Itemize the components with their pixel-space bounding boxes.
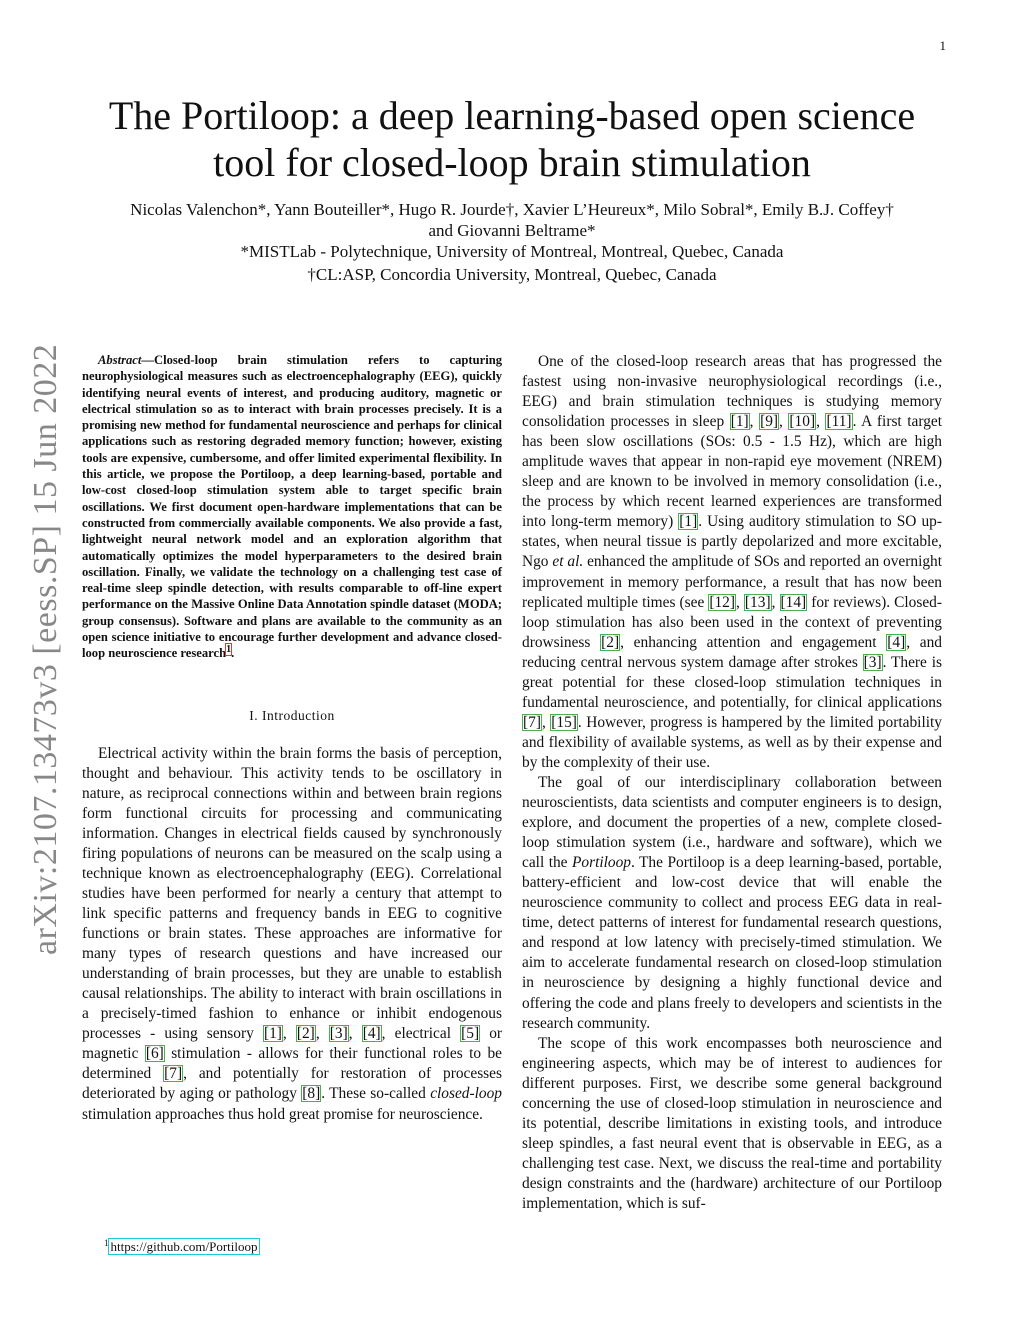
affiliation-claspe: †CL:ASP, Concordia University, Montreal, Quebec, Canada	[307, 265, 717, 284]
citation-link[interactable]: [14]	[780, 593, 807, 611]
abstract-label: Abstract	[98, 353, 142, 367]
authors-line-1: Nicolas Valenchon*, Yann Bouteiller*, Hugo R. Jourde†, Xavier L’Heureux*, Milo Sobral*, Emily B.J. Coffey†	[130, 200, 894, 219]
body-paragraph-1: One of the closed-loop research areas that has progressed the fastest using non-invasive neurophysiological recordings (i.e., EEG) and brain stimulation techniques is studying memory consolidation processes in sleep [1], [9], [10], [11]. A first target has been slow oscillations (SOs: 0.5 - 1.5 Hz), which are high amplitude waves that appear in non-rapid eye movement (NREM) sleep and are known to be involved in memory consolidation (i.e., the process by which recent learned experiences are transformed into long-term memory) [1]. Using auditory stimulation to SO up-states, when neural tissue is partly depolarized and more excitable, Ngo et al. enhanced the amplitude of SOs and reported an overnight improvement in memory performance, a result that has now been replicated multiple times (see [12], [13], [14] for reviews). Closed-loop stimulation has also been used in the context of preventing drowsiness [2], enhancing attention and engagement [4], and reducing central nervous system damage after strokes [3]. There is great potential for these closed-loop stimulation techniques in fundamental neuroscience, and potentially, for clinical applications [7], [15]. However, progress is hampered by the limited portability and flexibility of available systems, as well as by their expense and by the complexity of their use.	[522, 353, 943, 771]
authors-line-2: and Giovanni Beltrame*	[428, 221, 596, 240]
footnote-url-link[interactable]: https://github.com/Portiloop	[110, 1239, 258, 1255]
citation-link[interactable]: [13]	[744, 593, 771, 611]
citation-link[interactable]: [7]	[523, 713, 541, 731]
citation-link[interactable]: [3]	[329, 1025, 348, 1043]
citation-link[interactable]: [11]	[826, 413, 852, 431]
abstract: Abstract—Closed-loop brain stimulation refers to capturing neurophysiological measures such as electroencephalography (EEG), quickly identifying neural events of interest, and producing auditory, magnetic or electrical stimulation so as to interact with brain processes precisely. It is a promising new method for fundamental neuroscience and perhaps for clinical applications such as restoring degraded memory function; however, existing tools are expensive, cumbersome, and offer limited experimental flexibility. In this article, we propose the Portiloop, a deep learning-based, portable and low-cost closed-loop stimulation system able to target specific brain oscillations. We first document open-hardware implementations that can be constructed from commercially available components. We also provide a fast, lightweight neural network model and an exploration algorithm that automatically optimizes the model hyperparameters to the desired brain oscillation. Finally, we validate the technology on a challenging test case of real-time sleep spindle detection, with results comparable to off-line expert performance on the Massive Online Data Annotation spindle dataset (MODA; group consensus). Software and plans are available to the community as an open science initiative to encourage further development and advance closed-loop neuroscience research$^1$.	[82, 353, 502, 661]
footnote-ref-link[interactable]: 1	[226, 644, 232, 656]
body-paragraph-3: The scope of this work encompasses both neuroscience and engineering aspects, which may be of interest to audiences for different purposes. First, we describe some general background concerning the use of closed-loop stimulation in neuroscience and its potential, describe limitations in existing tools, and introduce sleep spindles, a fast neural event that is observable in EEG, as a challenging test case. Next, we discuss the real-time and portability design constraints and the (hardware) architecture of our Portiloop implementation, which is suf-	[522, 1034, 942, 1212]
citation-link[interactable]: [12]	[709, 593, 735, 611]
affiliation-mistlab: *MISTLab - Polytechnique, University of Montreal, Montreal, Quebec, Canada	[240, 242, 784, 261]
footnote	[104, 1235, 259, 1255]
citation-link[interactable]: [1]	[679, 513, 698, 531]
page-number: 1	[939, 38, 946, 53]
citation-link[interactable]: [15]	[551, 713, 577, 731]
citation-link[interactable]: [1]	[730, 413, 749, 431]
citation-link[interactable]: [8]	[302, 1085, 321, 1103]
footnote-mark: 1	[104, 1238, 109, 1248]
right-column	[522, 352, 942, 1214]
citation-link[interactable]: [4]	[887, 633, 906, 651]
citation-link[interactable]: [1]	[263, 1025, 282, 1043]
section-heading-introduction: I. Introduction	[249, 707, 335, 723]
intro-paragraph: Electrical activity within the brain forms the basis of perception, thought and behaviour. This activity tends to be oscillatory in nature, as reciprocal connections within and between brain regions form functional circuits for processing and communicating information. Changes in electrical fields caused by synchronously firing populations of neurons can be measured on the scalp using a technique known as electroencephalography (EEG). Correlational studies have been performed for nearly a century that attempt to link specific patterns and frequency bands in EEG to cognitive functions or brain states. These approaches are informative for many types of research questions and have increased our understanding of brain processes, but they are unable to establish causal relationships. The ability to interact with brain oscillations in a precisely-timed fashion to enhance or inhibit endogenous processes - using sensory [1], [2], [3], [4], electrical [5] or magnetic [6] stimulation - allows for their functional roles to be determined [7], and potentially for restoration of processes deteriorated by aging or pathology [8]. These so-called closed-loop stimulation approaches thus hold great promise for neuroscience.	[82, 744, 503, 1123]
citation-link[interactable]: [6]	[145, 1045, 164, 1063]
citation-link[interactable]: [3]	[863, 653, 882, 671]
body-paragraph-2: The goal of our interdisciplinary collaboration between neuroscientists, data scientists and computer engineers is to design, explore, and document the properties of a new, complete closed-loop stimulation system (i.e., hardware and software), which we call the Portiloop. The Portiloop is a deep learning-based, portable, battery-efficient and low-cost device that will enable the neuroscience community to collect and process EEG data in real-time, detect patterns of interest for fundamental research questions, and respond at low latency with precisely-timed stimulation. We aim to accelerate fundamental research on closed-loop stimulation in neuroscience by designing a highly functional device and offering the code and plans freely to developers and scientists in the research community.	[522, 773, 942, 1032]
citation-link[interactable]: [10]	[789, 413, 816, 431]
citation-link[interactable]: [9]	[760, 413, 779, 431]
left-column	[82, 352, 502, 1125]
citation-link[interactable]: [2]	[296, 1025, 315, 1043]
citation-link[interactable]: [5]	[461, 1025, 480, 1043]
abstract-text: —Closed-loop brain stimulation refers to capturing neurophysiological measures such as electroencephalography (EEG), quickly identifying neural events of interest, and producing auditory, magnetic or electrical stimulation so as to interact with brain processes precisely. It is a promising new method for fundamental neuroscience and perhaps for clinical applications such as restoring degraded memory function; however, existing tools are expensive, cumbersome, and offer limited experimental flexibility. In this article, we propose the Portiloop, a deep learning-based, portable and low-cost closed-loop stimulation system able to target specific brain oscillations. We first document open-hardware implementations that can be constructed from commercially available components. We also provide a fast, lightweight neural network model and an exploration algorithm that automatically optimizes the model hyperparameters to the desired brain oscillation. Finally, we validate the technology on a challenging test case of real-time sleep spindle detection, with results comparable to off-line expert performance on the Massive Online Data Annotation spindle dataset (MODA; group consensus). Software and plans are available to the community as an open science initiative to encourage further development and advance closed-loop neuroscience research	[82, 353, 502, 661]
citation-link[interactable]: [4]	[362, 1025, 381, 1043]
paper-title: The Portiloop: a deep learning-based open science tool for closed-loop brain stimulation	[108, 93, 916, 185]
citation-link[interactable]: [2]	[601, 633, 620, 651]
citation-link[interactable]: [7]	[164, 1065, 183, 1083]
arxiv-stamp: arXiv:2107.13473v3 [eess.SP] 15 Jun 2022	[27, 343, 64, 955]
author-list	[80, 199, 944, 241]
